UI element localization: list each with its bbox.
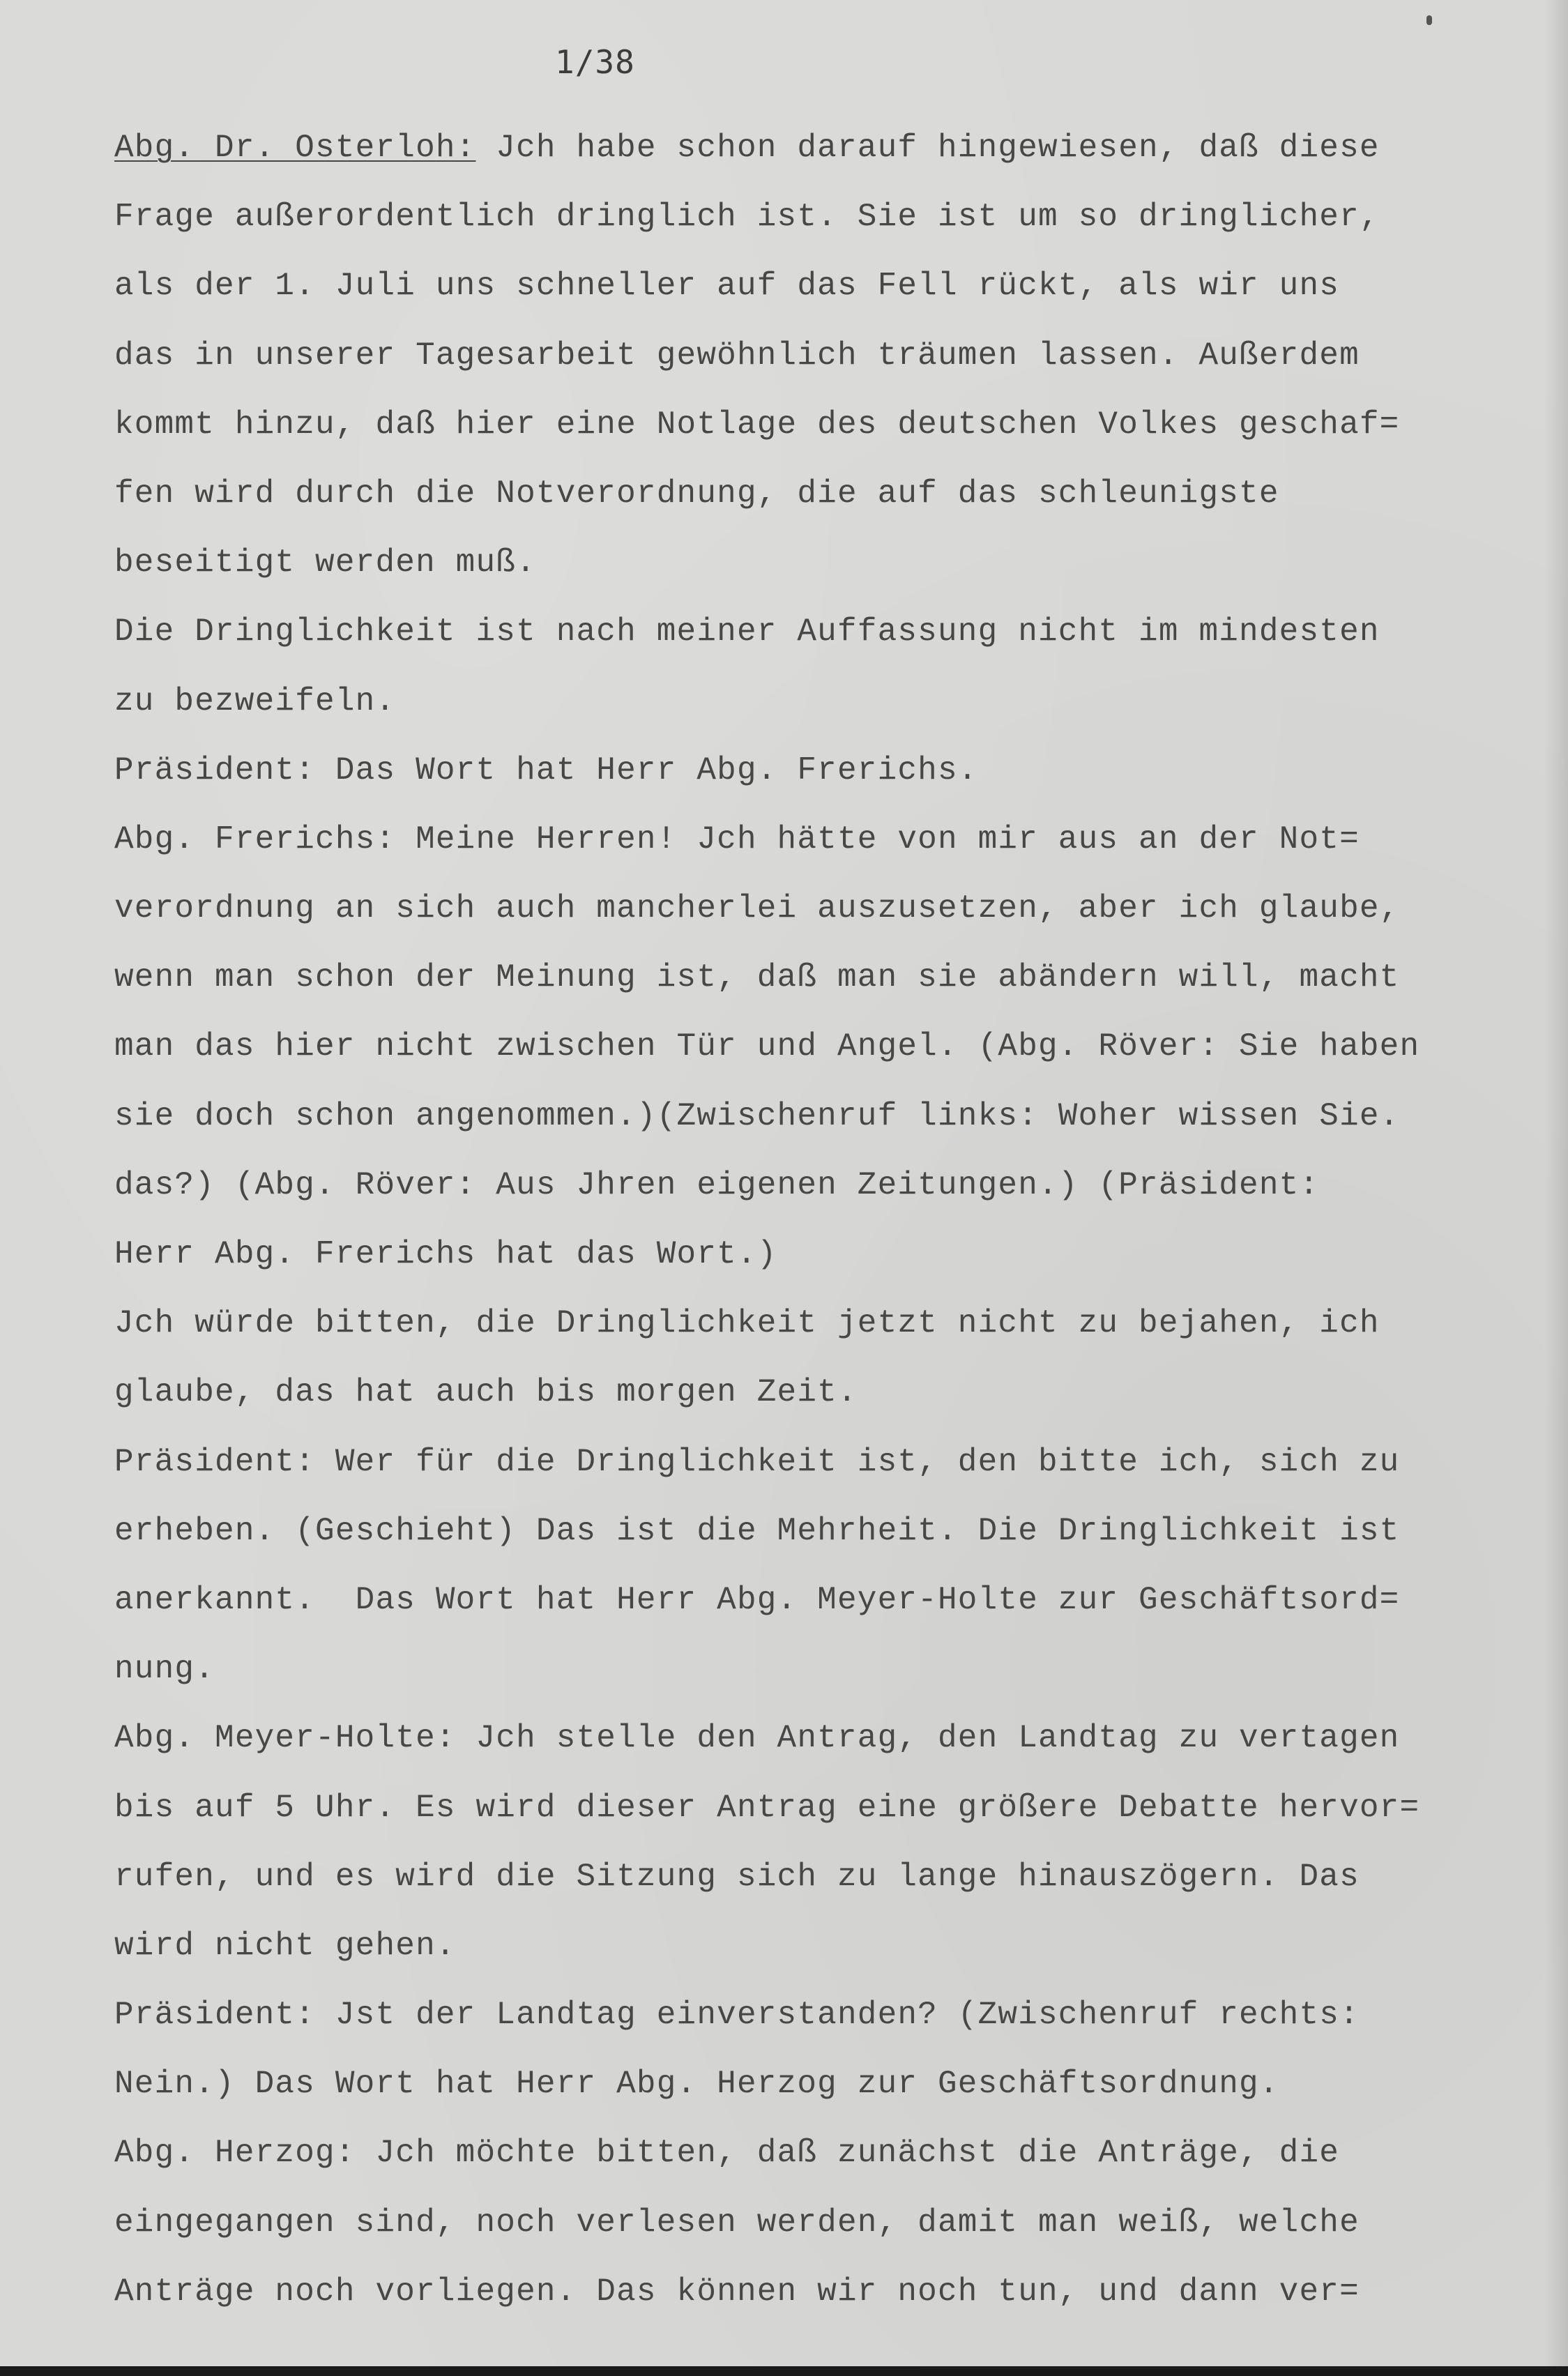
text-line: zu bezweifeln. xyxy=(114,683,396,719)
text-line: Abg. Meyer-Holte: Jch stelle den Antrag, den Landtag zu vertagen xyxy=(114,1720,1400,1757)
text-line: als der 1. Juli uns schneller auf das Fell rückt, als wir uns xyxy=(114,268,1340,305)
page-number: 1/38 xyxy=(555,43,635,81)
text-line: sie doch schon angenommen.)(Zwischenruf links: Woher wissen Sie. xyxy=(114,1097,1400,1134)
text-line: das?) (Abg. Röver: Aus Jhren eigenen Zeitungen.) (Präsident: xyxy=(114,1166,1320,1203)
text-line: anerkannt. Das Wort hat Herr Abg. Meyer-Holte zur Geschäftsord= xyxy=(114,1581,1400,1618)
text-line: nung. xyxy=(114,1651,215,1688)
text-line: Präsident: Das Wort hat Herr Abg. Frerichs. xyxy=(114,752,978,789)
text-line: kommt hinzu, daß hier eine Notlage des deutschen Volkes geschaf= xyxy=(114,406,1400,443)
text-line: glaube, das hat auch bis morgen Zeit. xyxy=(114,1374,858,1411)
text-line: Frage außerordentlich dringlich ist. Sie ist um so dringlicher, xyxy=(114,199,1380,236)
ink-speck xyxy=(1426,15,1432,25)
speech-text: Jch habe schon darauf hingewiesen, daß diese xyxy=(475,130,1380,166)
text-line: Nein.) Das Wort hat Herr Abg. Herzog zur Geschäftsordnung. xyxy=(114,2066,1279,2103)
text-line: Präsident: Wer für die Dringlichkeit ist, den bitte ich, sich zu xyxy=(114,1443,1400,1480)
text-line: erheben. (Geschieht) Das ist die Mehrheit. Die Dringlichkeit ist xyxy=(114,1512,1400,1549)
text-line: man das hier nicht zwischen Tür und Angel. (Abg. Röver: Sie haben xyxy=(114,1028,1420,1065)
text-line: eingegangen sind, noch verlesen werden, damit man weiß, welche xyxy=(114,2204,1360,2241)
transcript-text xyxy=(114,114,1544,2326)
text-line: das in unserer Tagesarbeit gewöhnlich träumen lassen. Außerdem xyxy=(114,337,1360,374)
text-line: beseitigt werden muß. xyxy=(114,544,536,581)
text-line: Jch würde bitten, die Dringlichkeit jetzt nicht zu bejahen, ich xyxy=(114,1305,1380,1342)
text-line: wenn man schon der Meinung ist, daß man sie abändern will, macht xyxy=(114,959,1400,996)
text-line xyxy=(114,114,1544,183)
text-line: bis auf 5 Uhr. Es wird dieser Antrag eine größere Debatte hervor= xyxy=(114,1789,1420,1826)
text-line: rufen, und es wird die Sitzung sich zu lange hinauszögern. Das xyxy=(114,1858,1360,1895)
text-line: Anträge noch vorliegen. Das können wir noch tun, und dann ver= xyxy=(114,2273,1360,2310)
text-line: Die Dringlichkeit ist nach meiner Auffassung nicht im mindesten xyxy=(114,614,1380,650)
text-line: Abg. Herzog: Jch möchte bitten, daß zunächst die Anträge, die xyxy=(114,2135,1340,2172)
text-line: Herr Abg. Frerichs hat das Wort.) xyxy=(114,1236,777,1272)
text-line: fen wird durch die Notverordnung, die auf das schleunigste xyxy=(114,475,1279,512)
text-line: Präsident: Jst der Landtag einverstanden? (Zwischenruf rechts: xyxy=(114,1997,1360,2034)
text-line: verordnung an sich auch mancherlei auszusetzen, aber ich glaube, xyxy=(114,890,1400,927)
scan-bottom-border xyxy=(0,2366,1568,2376)
page-shadow-edge xyxy=(1544,0,1568,2376)
text-line: wird nicht gehen. xyxy=(114,1927,456,1964)
text-line: Abg. Frerichs: Meine Herren! Jch hätte von mir aus an der Not= xyxy=(114,821,1360,858)
speaker-label: Abg. Dr. Osterloh: xyxy=(114,130,476,166)
